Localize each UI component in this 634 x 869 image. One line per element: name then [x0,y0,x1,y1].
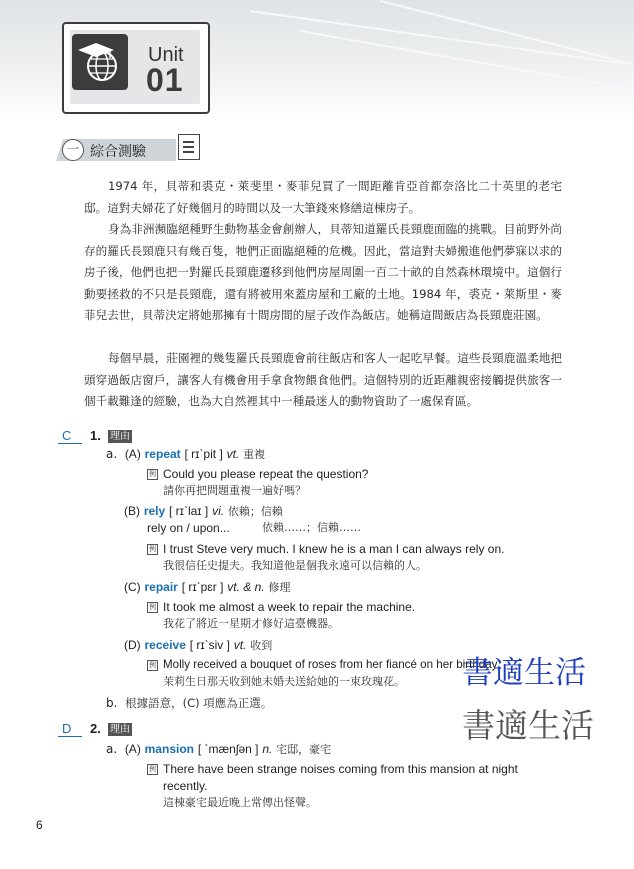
example-en-mansion-2: recently. [163,779,208,793]
question-number-2: 2. [90,721,101,736]
example-icon: 例 [149,661,156,669]
vocab-rely: rely [143,504,166,518]
phrase-rely-on: rely on / upon... [147,521,230,535]
reason-tag-2: 理由 [110,724,130,735]
section-heading [48,137,188,163]
example-en-a: Could you please repeat the question? [163,467,369,481]
option-b-row: (B) rely [ rɪˋlaɪ ] vi. 依賴；信賴 [124,504,283,518]
option-a-row: a. (A) repeat [ rɪˋpit ] vt. 重複 [106,447,266,461]
example-en-b: I trust Steve very much. I knew he is a man I can always rely on. [163,542,505,556]
q2-option-a-row: a. (A) mansion [ ˋmænʃən ] n. 宅邸，豪宅 [106,742,332,756]
example-icon: 例 [149,603,156,611]
example-zh-c: 我花了將近一星期才修好這臺機器。 [163,617,339,630]
reason-tag-1: 理由 [110,431,130,442]
answer-2: D [62,721,72,736]
example-zh-d: 茉莉生日那天收到她未婚夫送給她的一束玫瑰花。 [163,675,405,688]
unit-number: 01 [146,62,184,98]
unit-badge [62,22,210,114]
example-en-d: Molly received a bouquet of roses from her fiancé on her birthday. [163,658,500,671]
vocab-mansion: mansion [144,742,194,756]
option-c-row: (C) repair [ rɪˋpɛr ] vt. & n. 修理 [124,580,291,594]
example-icon: 例 [149,765,156,773]
example-icon: 例 [149,545,156,553]
document-icon [178,134,200,160]
example-zh-a: 請你再把問題重複一遍好嗎？ [163,484,306,497]
passage-paragraph-2: 身為非洲瀕臨絕種野生動物基金會創辦人，貝蒂知道羅氏長頸鹿面臨的挑戰。目前野外尚存的羅氏長頸鹿只有幾百隻，牠們正面臨絕種的危機。因此，當這對夫婦搬進他們夢寐以求的房子後，他們也把一對羅氏長頸鹿遷移到他們房屋周圍一百二十畝的自然森林環境中。這個行動要拯救的不只是長頸鹿，還有將被用來蓋房屋和工廠的土地。1984 年，裘克・萊斯里・麥菲兒去世，貝蒂決定將她那擁有十間房間的屋子改作為飯店。她稱這間飯店為長頸鹿莊園。 [84,222,562,322]
unit-label: Unit [148,44,184,66]
example-en-c: It took me almost a week to repair the machine. [163,600,416,614]
phrase-meaning: 依賴……；信賴…… [262,521,361,534]
example-zh-b: 我很信任史提夫。我知道他是個我永遠可以信賴的人。 [163,559,427,572]
question-number-1: 1. [90,428,101,443]
page-number: 6 [36,818,43,832]
graduation-globe-icon [72,34,128,90]
vocab-repeat: repeat [144,447,181,461]
example-en-mansion-1: There have been strange noises coming from this mansion at night [163,762,518,776]
vocab-receive: receive [144,638,186,652]
example-zh-mansion: 這棟豪宅最近晚上常傳出怪聲。 [163,796,317,809]
example-icon: 例 [149,470,156,478]
watermark-blue: 書適生活 [462,655,586,691]
answer-1: C [62,428,72,443]
answer-underline-2 [58,736,82,737]
conclusion-b: b. 根據語意，(C) 項應為正選。 [106,696,273,710]
option-d-row: (D) receive [ rɪˋsiv ] vt. 收到 [124,638,273,652]
passage-paragraph-1: 1974 年，貝蒂和裘克・萊斐里・麥菲兒買了一間距離肯亞首都奈洛比二十英里的老宅邸。這對夫婦花了好幾個月的時間以及一大筆錢來修繕這棟房子。 [84,179,562,215]
watermark-gray: 書適生活 [462,706,594,745]
section-title: 綜合測驗 [90,144,146,160]
section-number: 一 [62,139,84,161]
vocab-repair: repair [144,580,178,594]
passage-paragraph-3: 每個早晨，莊園裡的幾隻羅氏長頸鹿會前往飯店和客人一起吃早餐。這些長頸鹿溫柔地把頭穿過飯店窗戶，讓客人有機會用手拿食物餵食他們。這個特別的近距離親密接觸提供旅客一個千載難逢的經驗，也為大自然裡其中一種最迷人的動物資助了一處保育區。 [84,351,562,408]
answer-underline-1 [58,443,82,444]
